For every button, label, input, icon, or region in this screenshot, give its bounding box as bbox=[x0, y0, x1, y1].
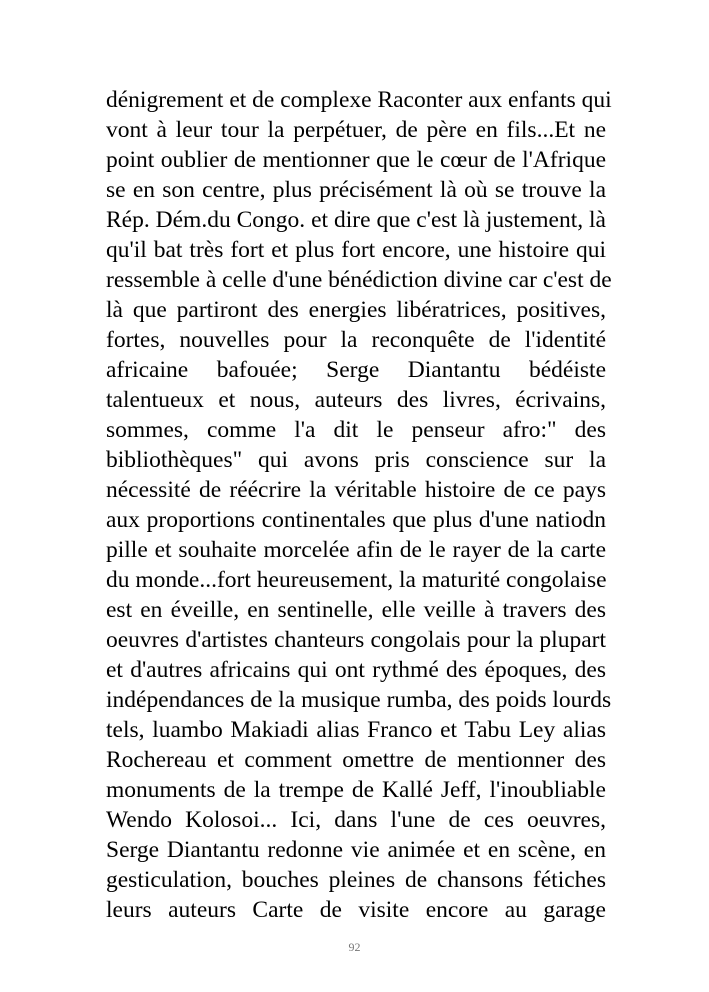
text-line: point oublier de mentionner que le cœur de l'Afrique bbox=[106, 147, 606, 173]
text-line: Wendo Kolosoi... Ici, dans l'une de ces oeuvres, bbox=[106, 807, 606, 833]
text-line: fortes, nouvelles pour la reconquête de l'identité bbox=[106, 327, 606, 353]
text-line: tels, luambo Makiadi alias Franco et Tabu Ley alias bbox=[106, 717, 606, 743]
text-line: du monde...fort heureusement, la maturité congolaise bbox=[106, 567, 607, 593]
text-line: Serge Diantantu redonne vie animée et en scène, en bbox=[106, 837, 606, 863]
text-line: et d'autres africains qui ont rythmé des époques, des bbox=[106, 657, 606, 683]
text-line: se en son centre, plus précisément là où se trouve la bbox=[106, 177, 606, 203]
text-line: vont à leur tour la perpétuer, de père en fils...Et ne bbox=[106, 117, 606, 143]
text-line: indépendances de la musique rumba, des poids lourds bbox=[106, 687, 612, 713]
text-line: sommes, comme l'a dit le penseur afro:" des bbox=[106, 417, 606, 443]
text-line: là que partiront des energies libératrices, positives, bbox=[106, 297, 606, 323]
text-line: Rochereau et comment omettre de mentionner des bbox=[106, 747, 606, 773]
body-text bbox=[106, 85, 612, 925]
text-line: monuments de la trempe de Kallé Jeff, l'inoubliable bbox=[106, 777, 606, 803]
text-line: gesticulation, bouches pleines de chansons fétiches bbox=[106, 867, 606, 893]
text-line: dénigrement et de complexe Raconter aux enfants qui bbox=[106, 87, 612, 113]
text-line: nécessité de réécrire la véritable histoire de ce pays bbox=[106, 477, 606, 503]
text-line: leurs auteurs Carte de visite encore au garage bbox=[106, 897, 606, 923]
text-line: bibliothèques" qui avons pris conscience sur la bbox=[106, 447, 606, 473]
page-number: 92 bbox=[348, 940, 361, 954]
text-line: Rép. Dém.du Congo. et dire que c'est là justement, là bbox=[106, 207, 606, 233]
text-line: aux proportions continentales que plus d'une natiodn bbox=[106, 507, 606, 533]
text-line: pille et souhaite morcelée afin de le rayer de la carte bbox=[106, 537, 606, 563]
text-line: africaine bafouée; Serge Diantantu bédéiste bbox=[106, 357, 606, 383]
text-line: oeuvres d'artistes chanteurs congolais pour la plupart bbox=[106, 627, 606, 653]
text-line: qu'il bat très fort et plus fort encore, une histoire qui bbox=[106, 237, 606, 263]
text-line: ressemble à celle d'une bénédiction divine car c'est de bbox=[106, 267, 612, 293]
text-line: est en éveille, en sentinelle, elle veille à travers des bbox=[106, 597, 606, 623]
text-line: talentueux et nous, auteurs des livres, écrivains, bbox=[106, 387, 606, 413]
